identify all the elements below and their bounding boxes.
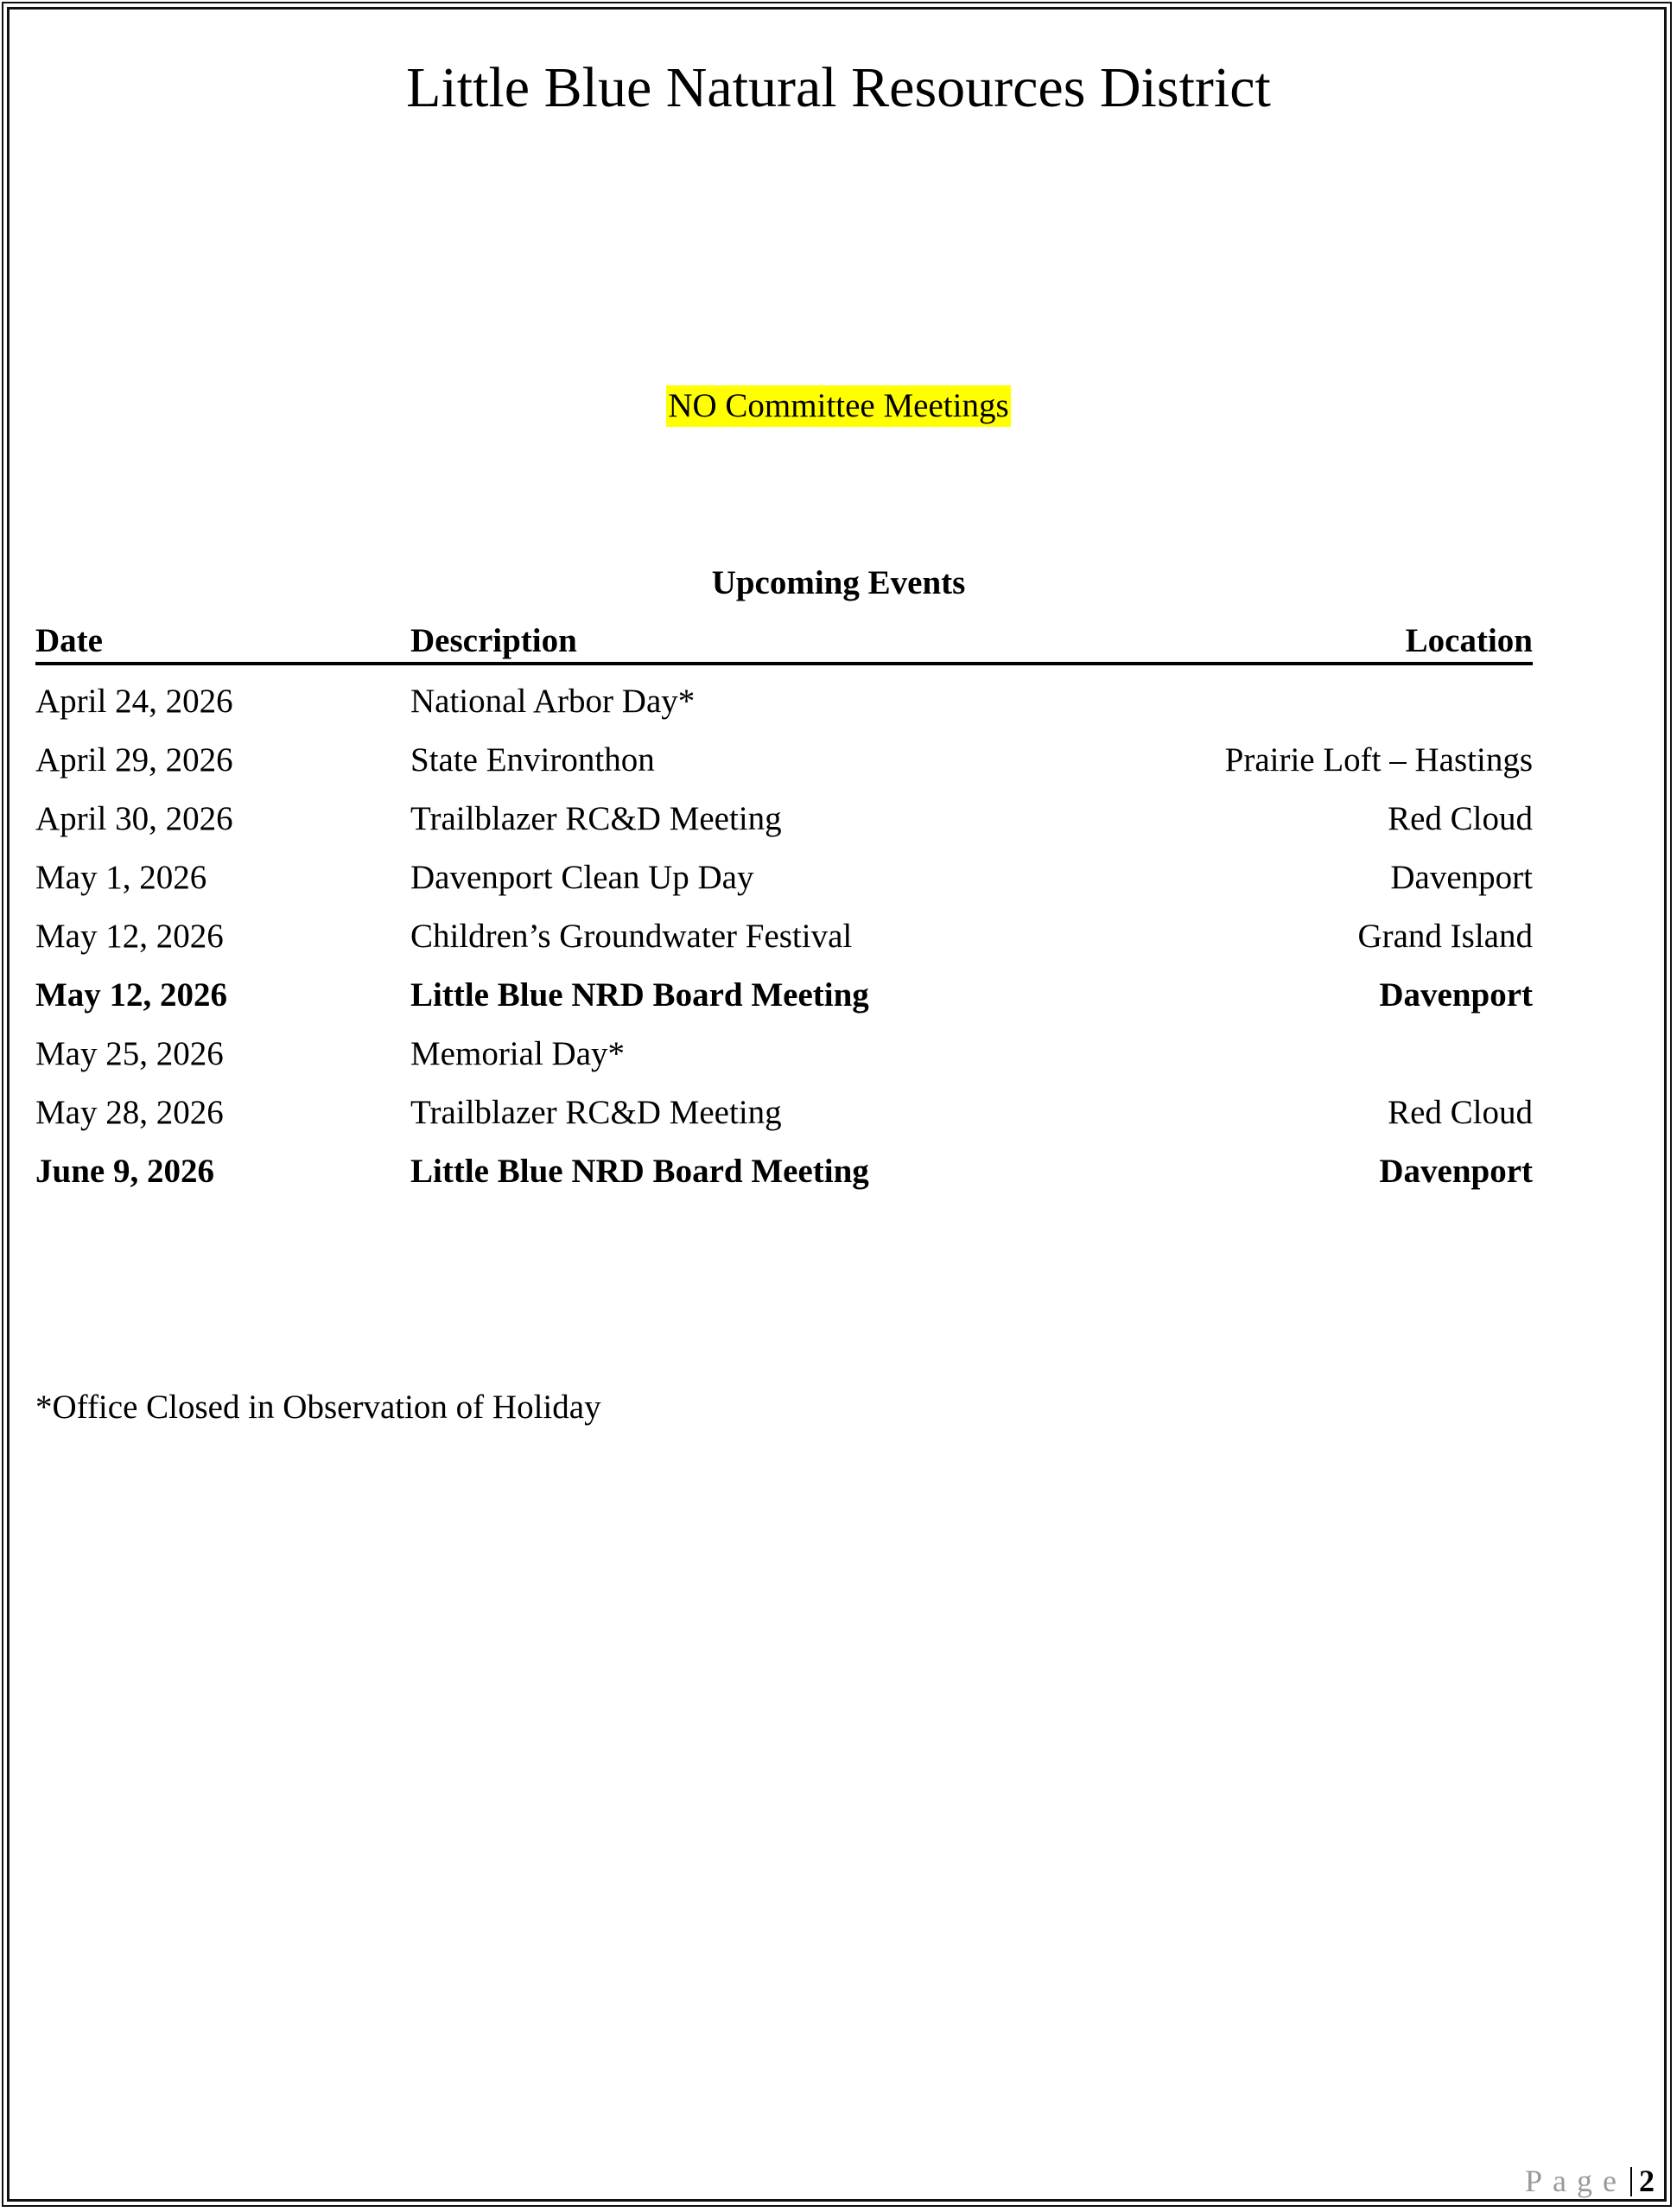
event-date: May 25, 2026 bbox=[35, 1035, 224, 1072]
committee-notice: NO Committee Meetings bbox=[666, 385, 1010, 427]
event-date: May 12, 2026 bbox=[35, 976, 228, 1014]
events-table-header bbox=[35, 620, 1533, 665]
event-location: Davenport bbox=[1379, 1153, 1533, 1190]
event-location: Davenport bbox=[1379, 976, 1533, 1014]
event-description: Trailblazer RC&D Meeting bbox=[410, 1094, 782, 1131]
event-date: June 9, 2026 bbox=[35, 1153, 214, 1190]
event-location: Red Cloud bbox=[1388, 800, 1533, 837]
holiday-footnote: *Office Closed in Observation of Holiday bbox=[35, 1389, 601, 1426]
event-date: April 30, 2026 bbox=[35, 800, 233, 837]
event-location: Davenport bbox=[1390, 859, 1533, 896]
table-row bbox=[35, 1025, 1533, 1084]
page-label: Page bbox=[1525, 2164, 1627, 2198]
event-date: April 29, 2026 bbox=[35, 741, 233, 779]
event-date: May 1, 2026 bbox=[35, 859, 207, 896]
event-date: May 12, 2026 bbox=[35, 918, 224, 955]
page-number: 2 bbox=[1639, 2164, 1655, 2198]
table-row bbox=[35, 731, 1533, 790]
event-date: May 28, 2026 bbox=[35, 1094, 224, 1131]
event-description: National Arbor Day* bbox=[410, 683, 696, 720]
page-number-footer bbox=[1525, 2162, 1655, 2200]
page-separator bbox=[1630, 2167, 1632, 2196]
notice-container bbox=[0, 385, 1677, 427]
upcoming-events-heading: Upcoming Events bbox=[711, 564, 966, 601]
events-table bbox=[35, 620, 1533, 1201]
event-description: Little Blue NRD Board Meeting bbox=[410, 976, 869, 1014]
table-row bbox=[35, 966, 1533, 1025]
document-title: Little Blue Natural Resources District bbox=[406, 56, 1271, 119]
event-description: State Environthon bbox=[410, 741, 655, 779]
column-header-description: Description bbox=[410, 622, 577, 659]
table-row bbox=[35, 672, 1533, 731]
event-description: Children’s Groundwater Festival bbox=[410, 918, 853, 955]
table-row bbox=[35, 790, 1533, 849]
event-date: April 24, 2026 bbox=[35, 683, 233, 720]
event-description: Memorial Day* bbox=[410, 1035, 626, 1072]
column-header-date: Date bbox=[35, 622, 103, 659]
table-row bbox=[35, 1142, 1533, 1201]
event-description: Trailblazer RC&D Meeting bbox=[410, 800, 782, 837]
event-location: Red Cloud bbox=[1388, 1094, 1533, 1131]
table-row bbox=[35, 907, 1533, 966]
event-description: Davenport Clean Up Day bbox=[410, 859, 754, 896]
event-location: Grand Island bbox=[1357, 918, 1533, 955]
event-description: Little Blue NRD Board Meeting bbox=[410, 1153, 869, 1190]
event-location: Prairie Loft – Hastings bbox=[1224, 741, 1533, 779]
table-row bbox=[35, 1084, 1533, 1142]
table-row bbox=[35, 849, 1533, 907]
column-header-location: Location bbox=[1405, 622, 1533, 659]
